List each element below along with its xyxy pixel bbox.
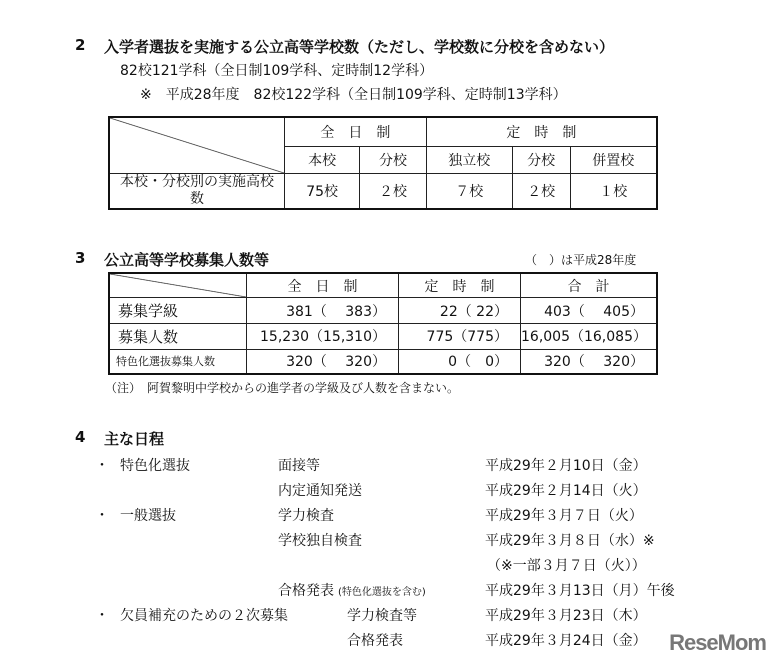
bullet: ・ [95,508,109,524]
schedule-item-note: (特色化選抜を含む) [338,587,426,598]
section-2-number: 2 [75,36,86,54]
schedule-category: 一般選抜 [120,508,176,524]
schedule-category: 欠員補充のための２次募集 [120,608,288,624]
schedule-item: 面接等 [278,458,320,474]
resemom-logo: ReseMom [669,630,766,655]
cell: １校 [570,173,657,209]
schedule-date: 平成29年３月13日（月）午後 [485,583,675,599]
schedule-date: 平成29年２月14日（火） [485,483,647,499]
cell: ２校 [360,173,427,209]
section-3-title: 公立高等学校募集人数等 [104,251,270,269]
cell: 381（ 383） [247,298,399,324]
schedule-item: 合格発表 [278,583,334,599]
section-2-previous-year: ※ 平成28年度 82校122学科（全日制109学科、定時制13学科） [140,87,567,103]
schedule-category: 特色化選抜 [120,458,190,474]
schedule-date: 平成29年３月７日（火） [485,508,643,524]
schedule-date: （※一部３月７日（火）） [487,558,646,574]
diagonal-header-cell [109,117,285,173]
cell: 0（ 0） [399,349,521,374]
cell: 320（ 320） [521,349,658,374]
schedule-item: 合格発表 [347,633,403,649]
cell: 403（ 405） [521,298,658,324]
header-fulltime: 全 日 制 [285,117,427,146]
section-4-number: 4 [75,428,86,446]
schedule-date: 平成29年２月10日（金） [485,458,647,474]
section-2-summary: 82校121学科（全日制109学科、定時制12学科） [120,63,434,79]
schedule-item: 学力検査 [278,508,334,524]
schedule-item: 学校独自検査 [278,533,362,549]
subheader: 分校 [360,146,427,173]
schools-table [108,116,658,210]
footnote: （注） 阿賀黎明中学校からの進学者の学級及び人数を含まない。 [105,381,460,395]
row-label: 本校・分校別の実施高校数 [109,173,285,209]
diagonal-header-cell [109,273,247,298]
schedule-item: 内定通知発送 [278,483,362,499]
schedule-date: 平成29年３月８日（水）※ [485,533,655,549]
subheader: 併置校 [570,146,657,173]
cell: 775（775） [399,323,521,349]
bullet: ・ [95,608,109,624]
cell: 15,230（15,310） [247,323,399,349]
header: 定 時 制 [399,273,521,298]
cell: 75校 [285,173,360,209]
cell: 22（ 22） [399,298,521,324]
section-4-title: 主な日程 [104,430,165,448]
subheader: 分校 [512,146,570,173]
row-label: 募集学級 [109,298,247,324]
cell: 16,005（16,085） [521,323,658,349]
schedule-date: 平成29年３月24日（金） [485,633,647,649]
row-label: 特色化選抜募集人数 [109,349,247,374]
cell: ２校 [512,173,570,209]
section-3-number: 3 [75,249,86,267]
header: 全 日 制 [247,273,399,298]
bullet: ・ [95,458,109,474]
previous-year-note: （ ）は平成28年度 [525,253,637,267]
section-2-title: 入学者選抜を実施する公立高等学校数（ただし、学校数に分校を含めない） [104,38,615,56]
cell: ７校 [426,173,512,209]
schedule-date: 平成29年３月23日（木） [485,608,647,624]
subheader: 独立校 [426,146,512,173]
subheader: 本校 [285,146,360,173]
schedule-item: 学力検査等 [347,608,417,624]
recruitment-table [108,272,658,375]
row-label: 募集人数 [109,323,247,349]
cell: 320（ 320） [247,349,399,374]
header: 合 計 [521,273,658,298]
header-parttime: 定 時 制 [426,117,657,146]
